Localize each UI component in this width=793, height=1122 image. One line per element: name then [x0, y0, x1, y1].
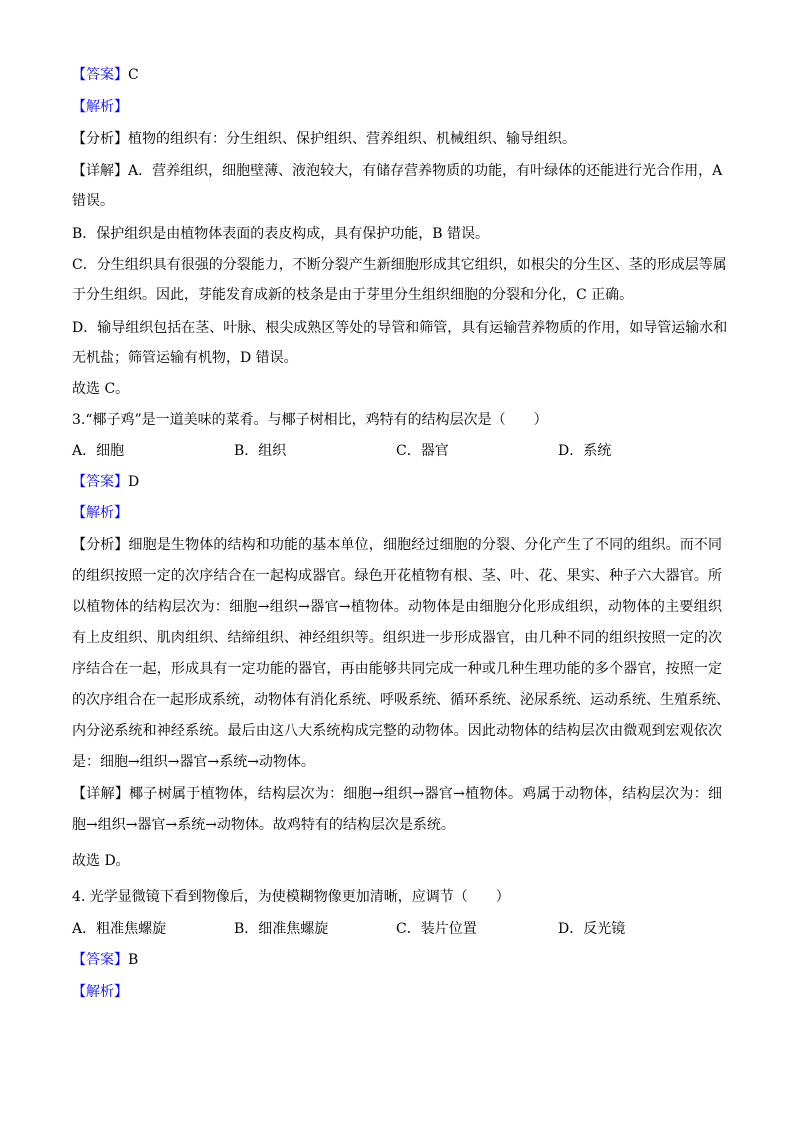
- q2-analysis-line: [72, 98, 128, 116]
- q3-fenxi-line-5: 序结合在一起，形成具有一定功能的器官，再由能够共同完成一种或几种生理功能的多个器官，按照一定: [72, 661, 722, 677]
- q2-detail-text: A．营养组织，细胞壁薄、液泡较大，有储存营养物质的功能，有叶绿体的还能进行光合作用，A: [128, 163, 723, 179]
- q3-option-b: B．组织: [234, 443, 287, 459]
- q4-option-b: B．细准焦螺旋: [234, 921, 329, 937]
- q2-fenxi-text: 植物的组织有：分生组织、保护组织、营养组织、机械组织、输导组织。: [128, 131, 576, 147]
- q3-answer-line: [72, 473, 139, 491]
- q3-analysis-line: [72, 504, 128, 522]
- q4-option-d: D．反光镜: [558, 921, 626, 937]
- q2-detail-line-6: D．输导组织包括在茎、叶脉、根尖成熟区等处的导管和筛管，具有运输营养物质的作用，如导管运输水和: [72, 320, 728, 336]
- q3-conclusion: 故选 D。: [72, 853, 130, 869]
- q3-fenxi-line-7: 内分泌系统和神经系统。最后由这八大系统构成完整的动物体。因此动物体的结构层次由微观到宏观依次: [72, 723, 722, 739]
- q2-answer-line: [72, 66, 139, 84]
- q4-option-a: A．粗准焦螺旋: [72, 921, 167, 937]
- detail-tag: 【详解】: [72, 163, 128, 179]
- q3-fenxi-line-1: [72, 536, 722, 554]
- q3-fenxi-line-3: 以植物体的结构层次为：细胞→组织→器官→植物体。动物体是由细胞分化形成组织，动物体的主要组织: [72, 599, 722, 615]
- q4-question: 4. 光学显微镜下看到物像后，为使模糊物像更加清晰，应调节（ ）: [72, 889, 510, 905]
- q3-detail-text: 椰子树属于植物体，结构层次为：细胞→组织→器官→植物体。鸡属于动物体，结构层次为：细: [129, 786, 722, 802]
- fenxi-tag: 【分析】: [72, 131, 128, 147]
- q2-conclusion: 故选 C。: [72, 381, 130, 397]
- answer-tag: 【答案】: [72, 474, 128, 490]
- q2-detail-line-1: [72, 162, 722, 180]
- answer-tag: 【答案】: [72, 67, 128, 83]
- q3-fenxi-text: 细胞是生物体的结构和功能的基本单位，细胞经过细胞的分裂、分化产生了不同的组织。而不同: [128, 537, 723, 553]
- q4-analysis-line: [72, 983, 128, 1001]
- q2-detail-line-4: C．分生组织具有很强的分裂能力，不断分裂产生新细胞形成其它组织，如根尖的分生区、茎的形成层等属: [72, 257, 727, 273]
- q2-detail-line-5: 于分生组织。因此，芽能发育成新的枝条是由于芽里分生组织细胞的分裂和分化，C 正确。: [72, 287, 634, 303]
- q3-fenxi-line-4: 有上皮组织、肌肉组织、结缔组织、神经组织等。组织进一步形成器官，由几种不同的组织按照一定的次: [72, 630, 722, 646]
- q3-detail-line-1: [72, 785, 722, 803]
- q3-detail-line-2: 胞→组织→器官→系统→动物体。故鸡特有的结构层次是系统。: [72, 817, 455, 833]
- q3-question: 3.“椰子鸡”是一道美味的菜肴。与椰子树相比，鸡特有的结构层次是（ ）: [72, 412, 548, 428]
- q4-answer-line: [72, 951, 138, 969]
- q3-option-d: D．系统: [558, 443, 612, 459]
- q4-answer-value: B: [128, 952, 139, 968]
- q4-option-c: C．装片位置: [396, 921, 477, 937]
- q3-option-a: A．细胞: [72, 443, 125, 459]
- analysis-tag: 【解析】: [72, 505, 128, 521]
- analysis-tag: 【解析】: [72, 984, 128, 1000]
- q3-option-c: C．器官: [396, 443, 449, 459]
- q2-detail-line-2: 错误。: [72, 193, 114, 209]
- q3-fenxi-line-6: 的次序组合在一起形成系统，动物体有消化系统、呼吸系统、循环系统、泌尿系统、运动系统、生殖系统、: [72, 692, 730, 708]
- q2-answer-value: C: [128, 67, 139, 83]
- q3-fenxi-line-2: 的组织按照一定的次序结合在一起构成器官。绿色开花植物有根、茎、叶、花、果实、种子六大器官。所: [72, 568, 722, 584]
- q2-detail-line-7: 无机盐；筛管运输有机物，D 错误。: [72, 350, 298, 366]
- answer-tag: 【答案】: [72, 952, 128, 968]
- q3-answer-value: D: [128, 474, 140, 490]
- analysis-tag: 【解析】: [72, 99, 128, 115]
- q2-fenxi-line: [72, 130, 576, 148]
- detail-tag: 【详解】: [72, 786, 130, 802]
- q2-detail-line-3: B．保护组织是由植物体表面的表皮构成，具有保护功能，B 错误。: [72, 226, 490, 242]
- q3-fenxi-line-8: 是：细胞→组织→器官→系统→动物体。: [72, 754, 315, 770]
- fenxi-tag: 【分析】: [72, 537, 129, 553]
